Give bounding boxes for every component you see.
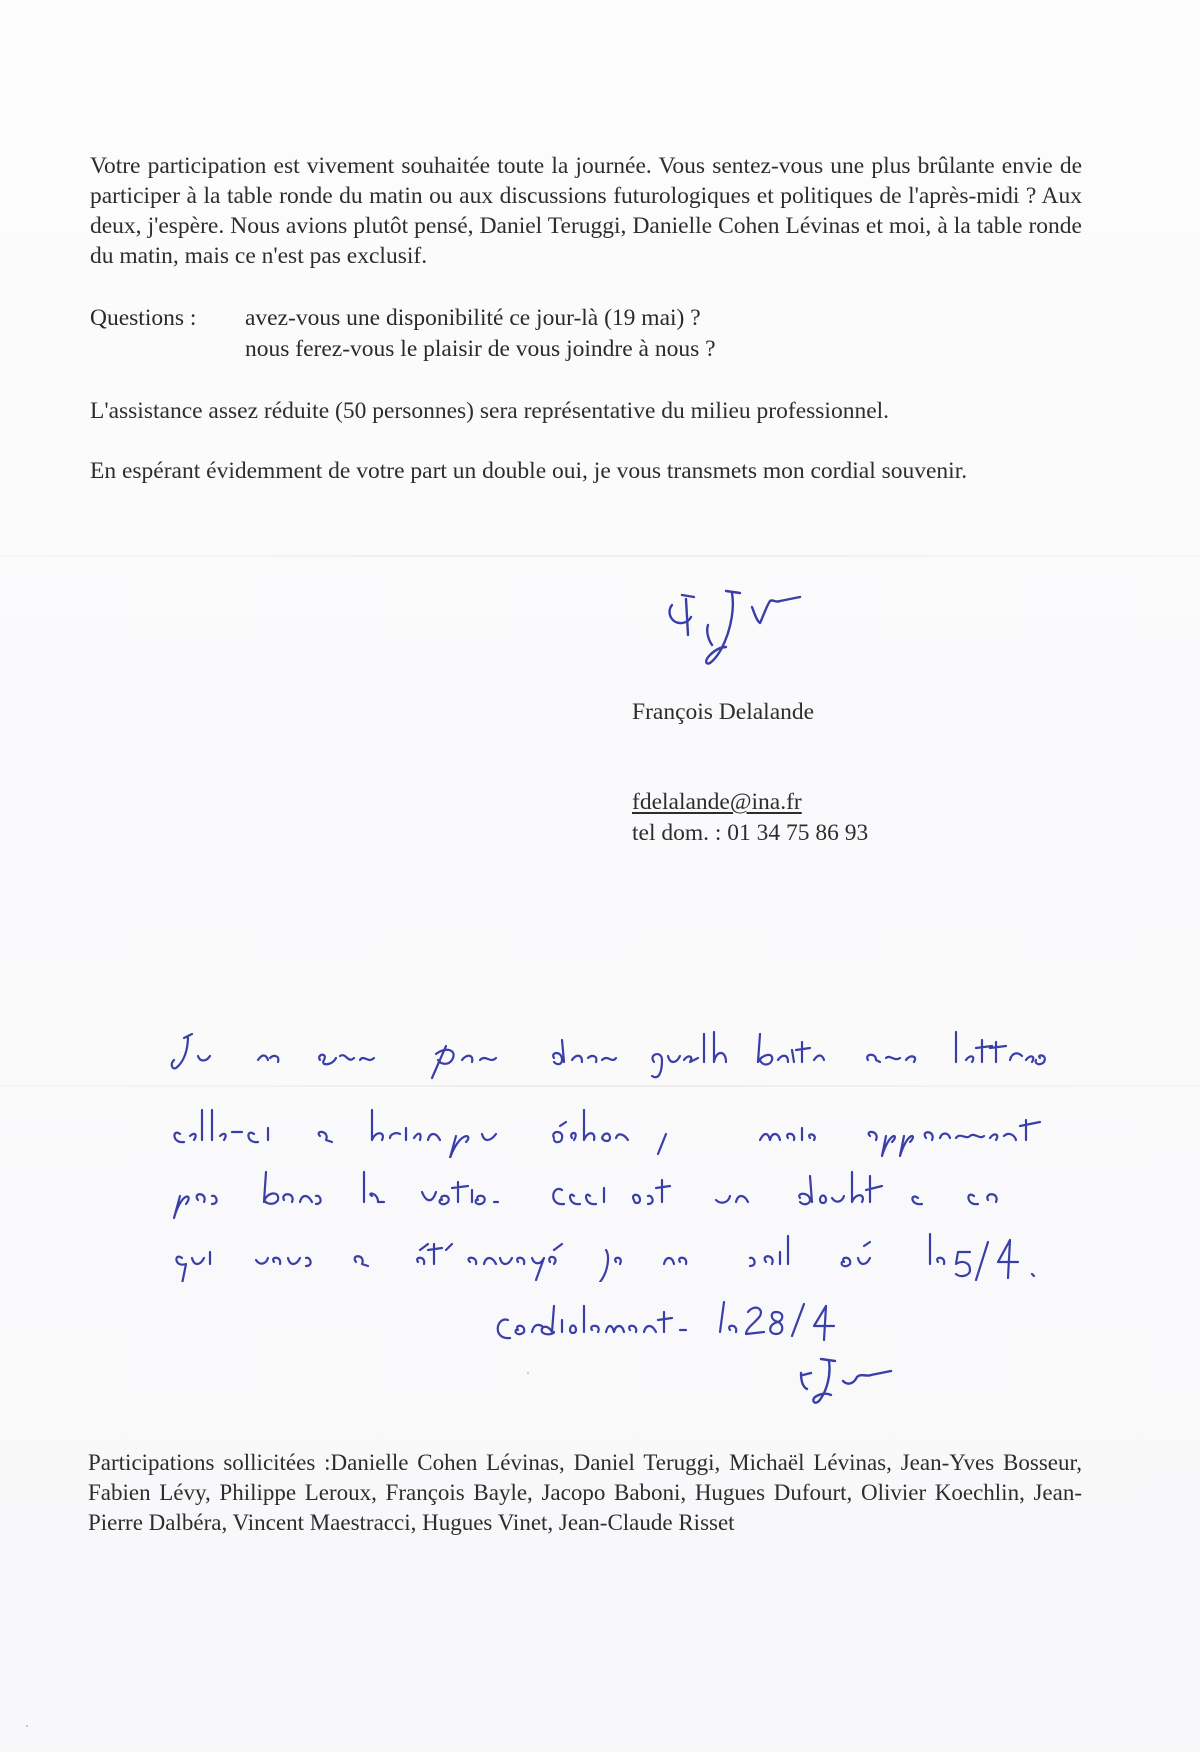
signatory-email[interactable]: fdelalande@ina.fr: [632, 789, 802, 815]
question-2: nous ferez-vous le plaisir de vous joindre à nous ?: [245, 336, 716, 362]
paper-fold-line: [0, 555, 1200, 557]
handwritten-line-2: [170, 1098, 1100, 1158]
handwritten-line-5: [170, 1290, 1100, 1350]
handwritten-line-3: [170, 1160, 1100, 1220]
participants-list: Participations sollicitées :Danielle Cohen Lévinas, Daniel Teruggi, Michaël Lévinas, Jean-Yves Bosseur, Fabien Lévy, Philippe Leroux, François Bayle, Jacopo Baboni, Hugues Dufourt, Olivier Koechlin, Jean-Pierre Dalbéra, Vincent Maestracci, Hugues Vinet, Jean-Claude Risset: [88, 1450, 1082, 1535]
question-1: avez-vous une disponibilité ce jour-là (19 mai) ?: [245, 305, 701, 331]
questions-list: [245, 303, 945, 365]
signatory-name: François Delalande: [632, 699, 815, 725]
questions-label: Questions :: [90, 305, 197, 331]
handwritten-initials: [795, 1345, 905, 1410]
letter-paragraph-3: L'assistance assez réduite (50 personnes) sera représentative du milieu professionnel.: [90, 398, 890, 424]
paper-speck: [527, 1372, 529, 1374]
signatory-phone: tel dom. : 01 34 75 86 93: [632, 820, 869, 846]
handwritten-line-1: [170, 1020, 1100, 1080]
letter-paragraph-4: En espérant évidemment de votre part un double oui, je vous transmets mon cordial souvenir.: [90, 458, 968, 484]
paper-speck: [26, 1725, 28, 1727]
handwritten-note: [170, 1020, 1100, 1350]
signature-scribble: [660, 575, 820, 670]
letter-paragraph-1: Votre participation est vivement souhaitée toute la journée. Vous sentez-vous une plus brûlante envie de participer à la table ronde du matin ou aux discussions futurologiques et politiques de l'après-midi ? Aux deux, j'espère. Nous avions plutôt pensé, Daniel Teruggi, Danielle Cohen Lévinas et moi, à la table ronde du matin, mais ce n'est pas exclusif.: [90, 153, 1082, 269]
handwritten-line-4: [170, 1222, 1100, 1282]
